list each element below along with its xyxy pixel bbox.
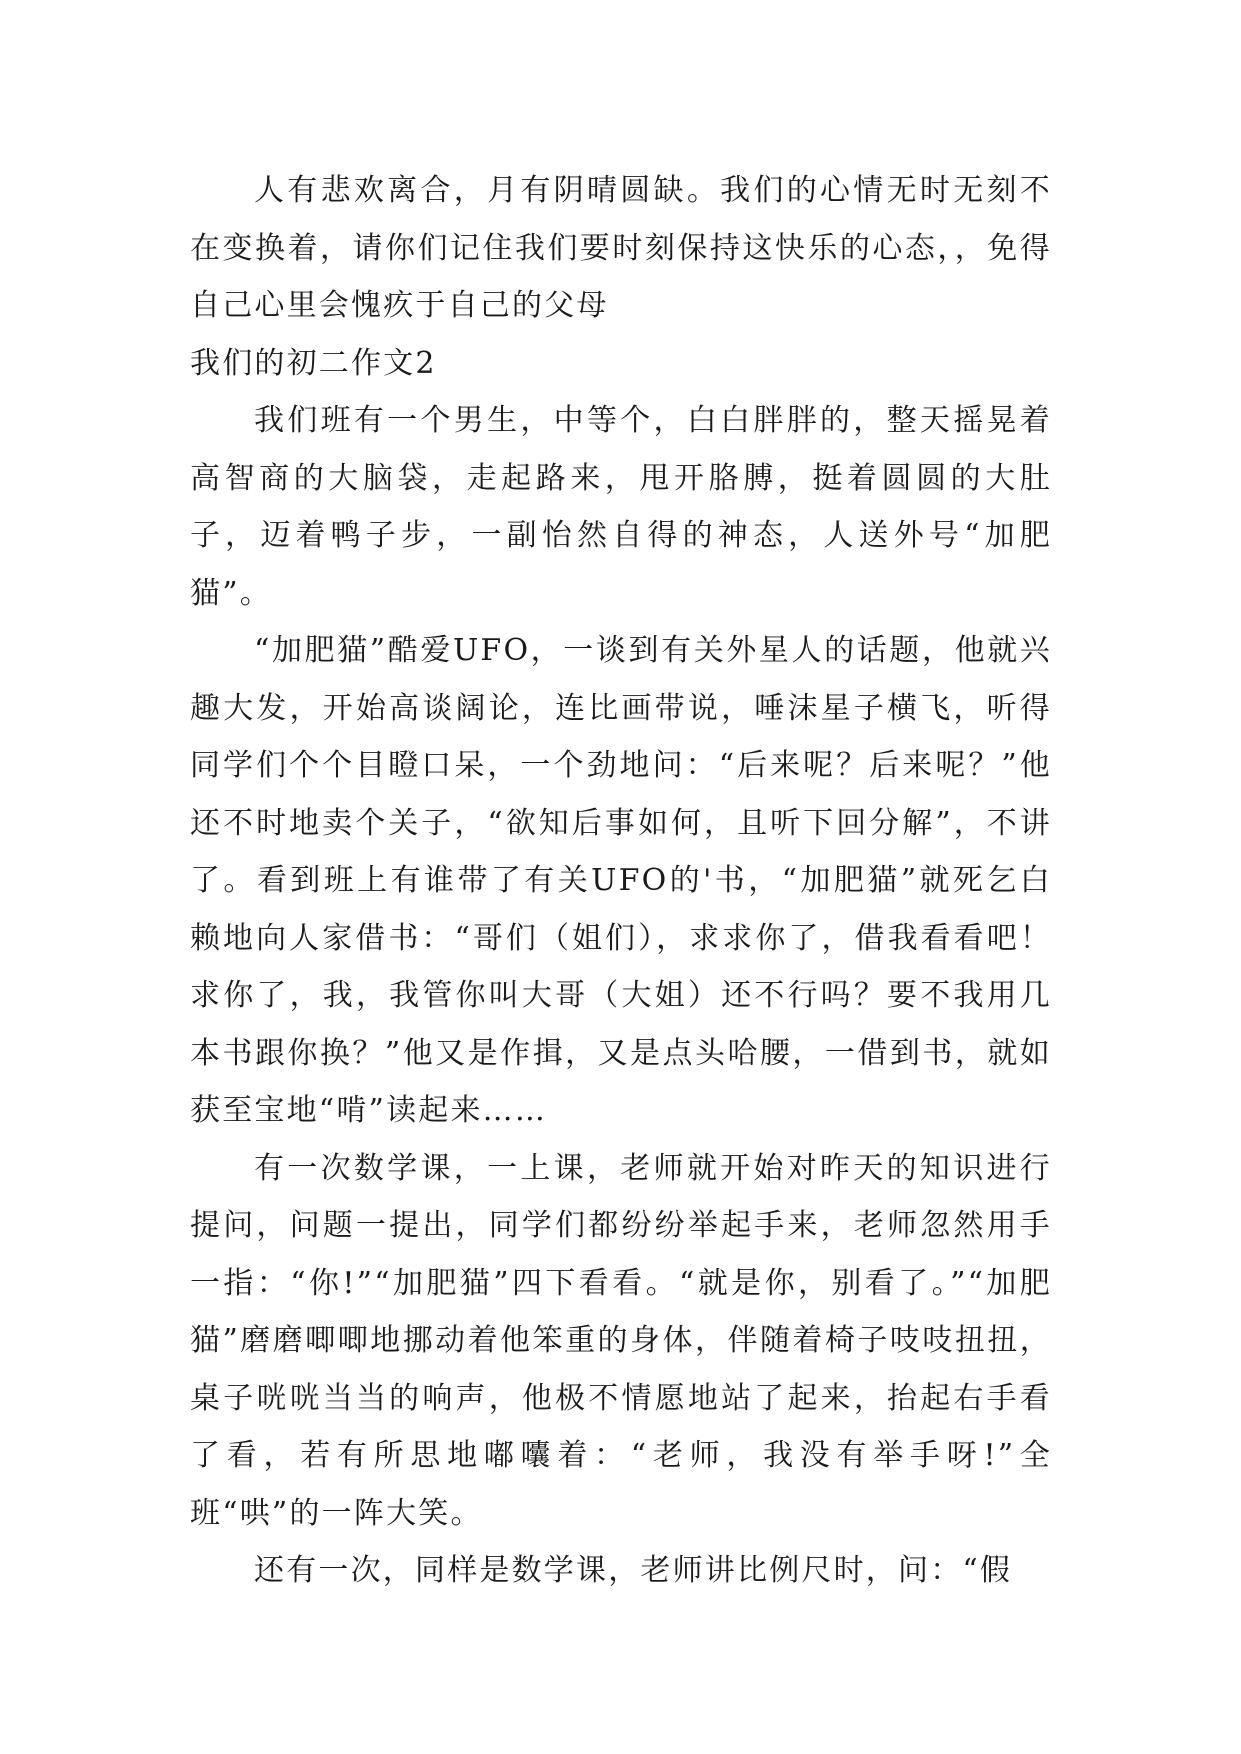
document-page [190,162,1052,1600]
section-title: 我们的初二作文2 [190,345,437,381]
paragraph-3: 有一次数学课，一上课，老师就开始对昨天的知识进行提问，问题一提出，同学们都纷纷举起手来，老师忽然用手一指：“你!”“加肥猫”四下看看。“就是你，别看了。”“加肥猫”磨磨唧唧地挪动着他笨重的身体，伴随着椅子吱吱扭扭，桌子咣咣当当的响声，他极不情愿地站了起来，抬起右手看了看，若有所思地嘟囔着：“老师，我没有举手呀!”全班“哄”的一阵大笑。 [190,1150,1052,1531]
paragraph-1: 我们班有一个男生，中等个，白白胖胖的，整天摇晃着高智商的大脑袋，走起路来，甩开胳膊，挺着圆圆的大肚子，迈着鸭子步，一副怡然自得的神态，人送外号“加肥猫”。 [190,403,1052,611]
paragraph-intro: 人有悲欢离合，月有阴晴圆缺。我们的心情无时无刻不在变换着，请你们记住我们要时刻保持这快乐的心态，，免得自己心里会愧疚于自己的父母 [190,173,1052,323]
paragraph-2: “加肥猫”酷爱UFO，一谈到有关外星人的话题，他就兴趣大发，开始高谈阔论，连比画带说，唾沫星子横飞，听得同学们个个目瞪口呆，一个劲地问：“后来呢？后来呢？”他还不时地卖个关子，“欲知后事如何，且听下回分解”，不讲了。看到班上有谁带了有关UFO的'书，“加肥猫”就死乞白赖地向人家借书：“哥们（姐们），求求你了，借我看看吧！求你了，我，我管你叫大哥（大姐）还不行吗？要不我用几本书跟你换？”他又是作揖，又是点头哈腰，一借到书，就如获至宝地“啃”读起来…… [190,633,1052,1128]
paragraph-4: 还有一次，同样是数学课，老师讲比例尺时，问：“假 [254,1553,1013,1588]
